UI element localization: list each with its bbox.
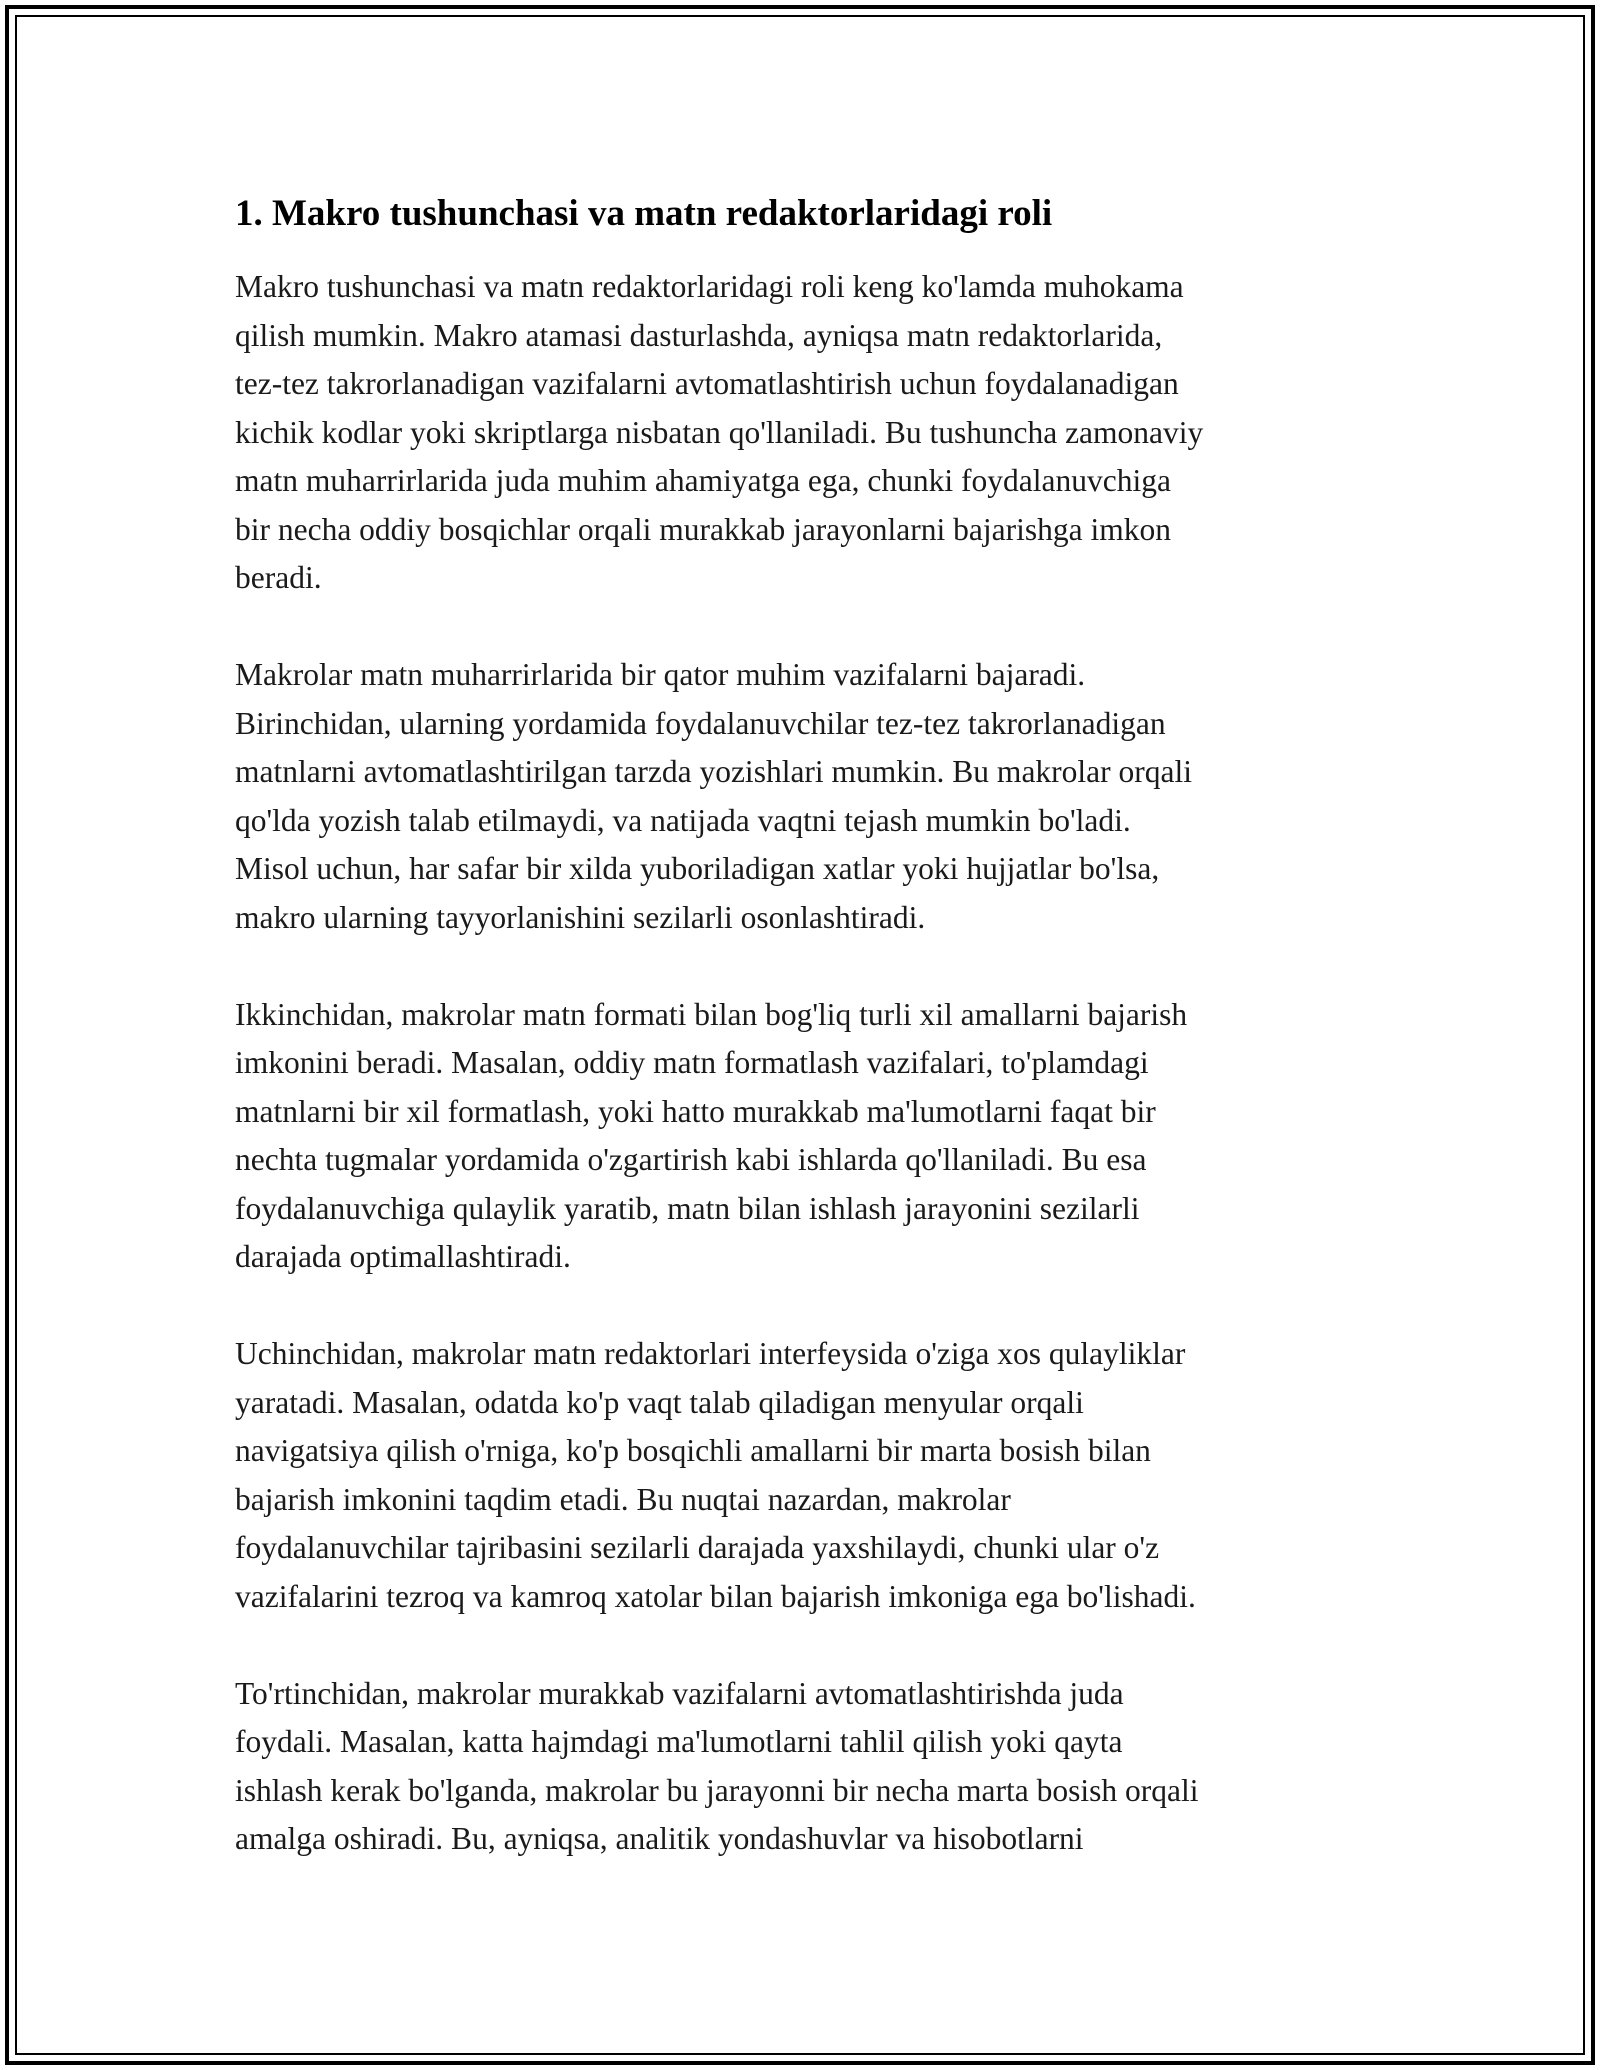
text-line: vazifalarini tezroq va kamroq xatolar bilan bajarish imkoniga ega bo'lishadi. [235,1578,1196,1614]
paragraph-fourth-point [235,1670,1375,1864]
text-line: tez-tez takrorlanadigan vazifalarni avtomatlashtirish uchun foydalanadigan [235,366,1179,401]
text-line: To'rtinchidan, makrolar murakkab vazifalarni avtomatlashtirishda juda [235,1675,1124,1711]
text-line: makro ularning tayyorlanishini sezilarli osonlashtiradi. [235,899,926,935]
text-line: yaratadi. Masalan, odatda ko'p vaqt talab qiladigan menyular orqali [235,1384,1084,1420]
text-line: Makro tushunchasi va matn redaktorlaridagi roli keng ko'lamda muhokama [235,269,1184,304]
paragraph-first-point [235,651,1375,942]
text-line: qo'lda yozish talab etilmaydi, va natijada vaqtni tejash mumkin bo'ladi. [235,802,1131,838]
text-line: navigatsiya qilish o'rniga, ko'p bosqichli amallarni bir marta bosish bilan [235,1433,1151,1468]
text-line: imkonini beradi. Masalan, oddiy matn formatlash vazifalari, to'plamdagi [235,1045,1149,1080]
text-line: foydali. Masalan, katta hajmdagi ma'lumotlarni tahlil qilish yoki qayta [235,1724,1123,1759]
text-line: darajada optimallashtiradi. [235,1239,571,1274]
paragraph-second-point [235,991,1375,1282]
document-body [235,185,1375,1912]
text-line: matn muharrirlarida juda muhim ahamiyatga ega, chunki foydalanuvchiga [235,463,1171,498]
text-line: kichik kodlar yoki skriptlarga nisbatan qo'llaniladi. Bu tushuncha zamonaviy [235,414,1204,450]
text-line: qilish mumkin. Makro atamasi dasturlashda, ayniqsa matn redaktorlarida, [235,317,1163,353]
text-line: bajarish imkonini taqdim etadi. Bu nuqtai nazardan, makrolar [235,1481,1011,1517]
text-line: Uchinchidan, makrolar matn redaktorlari interfeysida o'ziga xos qulayliklar [235,1336,1186,1371]
text-line: amalga oshiradi. Bu, ayniqsa, analitik yondashuvlar va hisobotlarni [235,1821,1084,1856]
text-line: Misol uchun, har safar bir xilda yuboriladigan xatlar yoki hujjatlar bo'lsa, [235,851,1160,886]
paragraph-intro [235,263,1375,603]
text-line: nechta tugmalar yordamida o'zgartirish kabi ishlarda qo'llaniladi. Bu esa [235,1142,1147,1177]
text-line: matnlarni avtomatlashtirilgan tarzda yozishlari mumkin. Bu makrolar orqali [235,754,1192,789]
text-line: matnlarni bir xil formatlash, yoki hatto murakkab ma'lumotlarni faqat bir [235,1093,1156,1129]
text-line: foydalanuvchiga qulaylik yaratib, matn bilan ishlash jarayonini sezilarli [235,1190,1140,1226]
text-line: Ikkinchidan, makrolar matn formati bilan bog'liq turli xil amallarni bajarish [235,996,1188,1032]
text-line: beradi. [235,560,322,595]
text-line: bir necha oddiy bosqichlar orqali murakkab jarayonlarni bajarishga imkon [235,511,1171,547]
text-line: Birinchidan, ularning yordamida foydalanuvchilar tez-tez takrorlanadigan [235,705,1166,741]
paragraph-third-point [235,1330,1375,1621]
text-line: ishlash kerak bo'lganda, makrolar bu jarayonni bir necha marta bosish orqali [235,1772,1199,1808]
section-heading: 1. Makro tushunchasi va matn redaktorlaridagi roli [235,193,1053,234]
text-line: foydalanuvchilar tajribasini sezilarli darajada yaxshilaydi, chunki ular o'z [235,1530,1160,1565]
text-line: Makrolar matn muharrirlarida bir qator muhim vazifalarni bajaradi. [235,657,1086,692]
